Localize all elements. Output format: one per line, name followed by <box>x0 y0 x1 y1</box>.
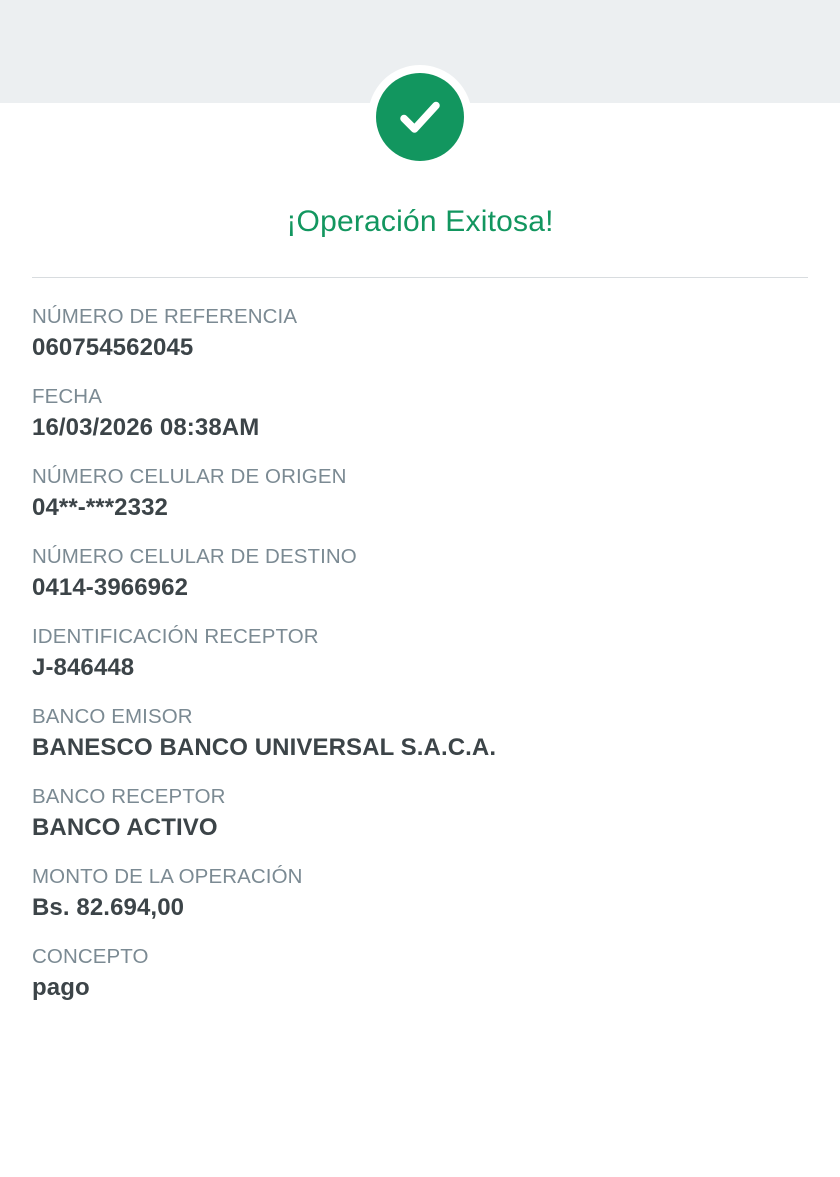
success-badge <box>368 65 472 169</box>
receipt-field <box>32 463 808 524</box>
field-label: NÚMERO CELULAR DE ORIGEN <box>32 465 347 488</box>
field-value: pago <box>32 974 90 1001</box>
field-value: Bs. 82.694,00 <box>32 894 185 921</box>
field-value: J-846448 <box>32 654 135 681</box>
field-value: 060754562045 <box>32 334 194 361</box>
receipt-field <box>32 623 808 684</box>
receipt-fields <box>32 303 808 1023</box>
field-label: NÚMERO DE REFERENCIA <box>32 305 298 328</box>
field-value: 16/03/2026 08:38AM <box>32 414 260 441</box>
receipt-field <box>32 383 808 444</box>
divider <box>32 277 808 278</box>
page-title: ¡Operación Exitosa! <box>286 205 554 238</box>
check-circle-icon <box>376 73 464 161</box>
field-label: NÚMERO CELULAR DE DESTINO <box>32 545 357 568</box>
field-label: MONTO DE LA OPERACIÓN <box>32 865 303 888</box>
receipt-field <box>32 543 808 604</box>
field-label: CONCEPTO <box>32 945 149 968</box>
receipt-field <box>32 783 808 844</box>
field-value: 0414-3966962 <box>32 574 189 601</box>
field-value: BANESCO BANCO UNIVERSAL S.A.C.A. <box>32 734 497 761</box>
field-label: BANCO EMISOR <box>32 705 193 728</box>
field-label: BANCO RECEPTOR <box>32 785 226 808</box>
receipt-field <box>32 703 808 764</box>
field-label: FECHA <box>32 385 102 408</box>
field-value: 04**-***2332 <box>32 494 168 521</box>
field-label: IDENTIFICACIÓN RECEPTOR <box>32 625 319 648</box>
receipt-field <box>32 863 808 924</box>
field-value: BANCO ACTIVO <box>32 814 218 841</box>
receipt-field <box>32 943 808 1004</box>
receipt-field <box>32 303 808 364</box>
